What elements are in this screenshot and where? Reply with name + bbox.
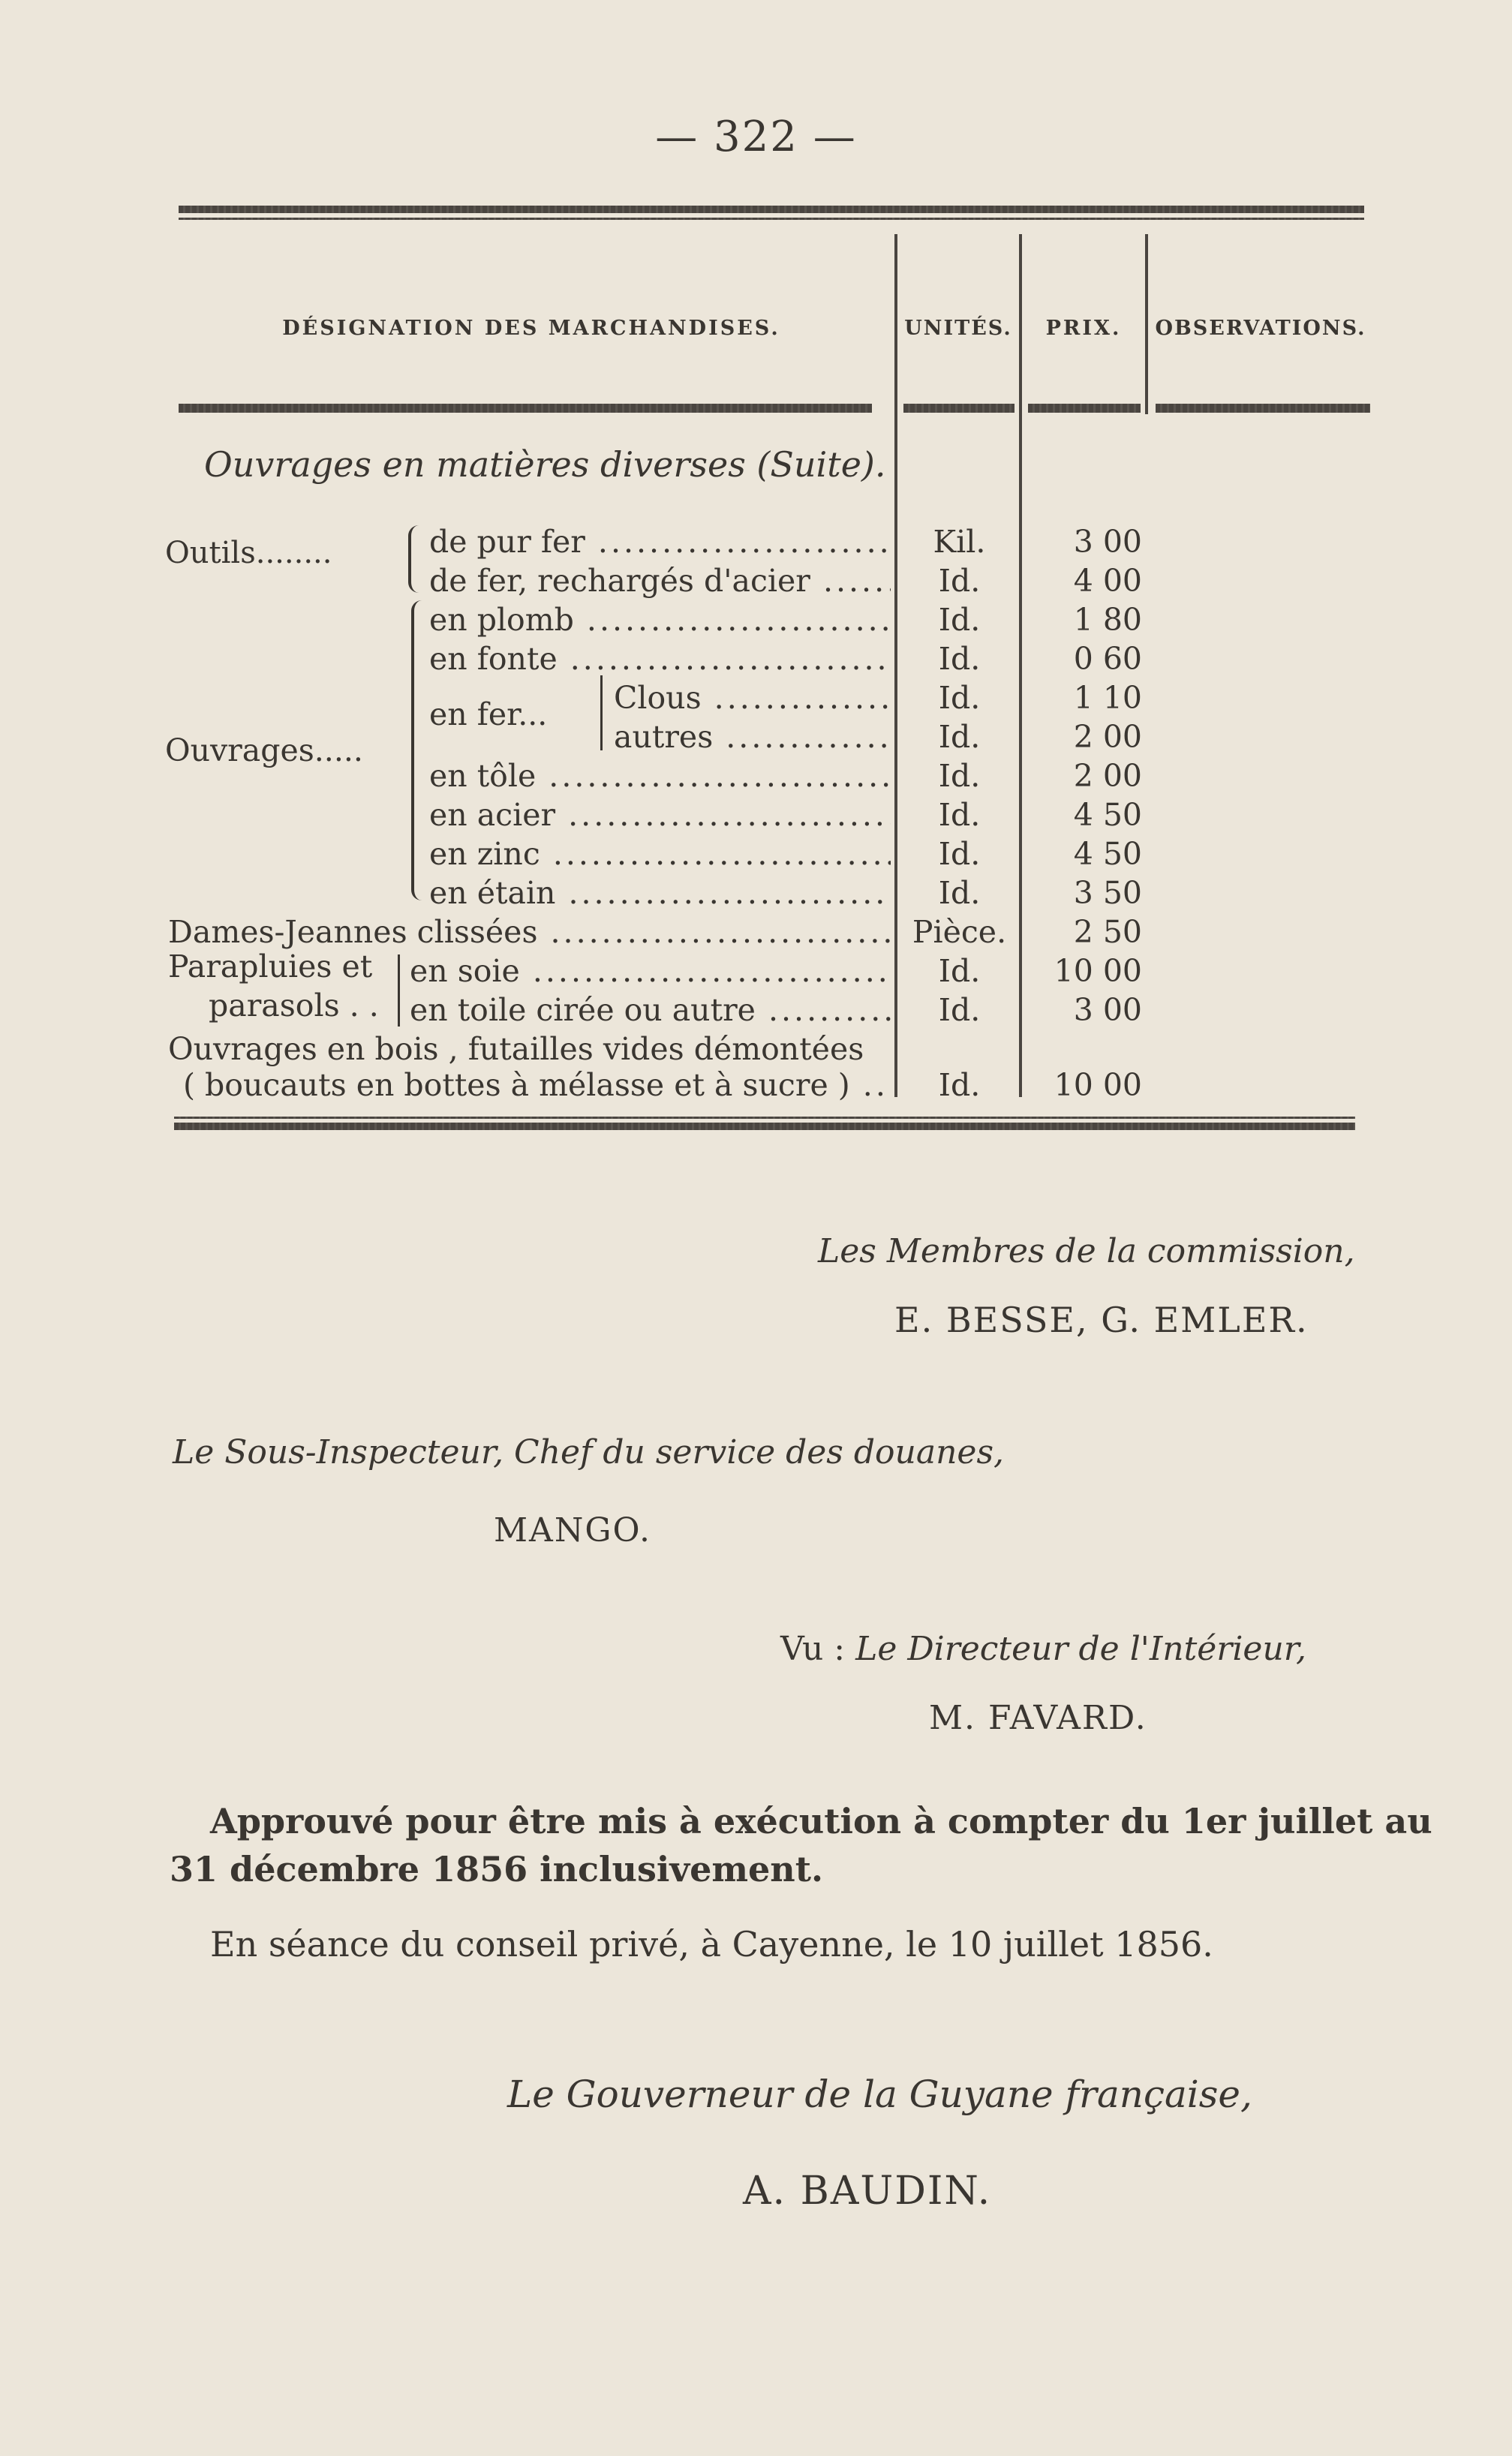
row-unit: Id. <box>938 797 981 833</box>
table-top-rule <box>179 206 1364 213</box>
inspector-title: Le Sous-Inspecteur, Chef du service des douanes, <box>173 1433 1005 1471</box>
header-observations: OBSERVATIONS. <box>1155 317 1366 340</box>
header-rule <box>903 404 1015 413</box>
row-desc: en plomb <box>429 602 574 638</box>
table-bottom-rule <box>174 1117 1355 1119</box>
row-desc: autres <box>614 719 714 755</box>
table-top-rule-thin <box>179 218 1364 220</box>
group-label-outils: Outils........ <box>165 536 332 570</box>
seance-line: En séance du conseil privé, à Cayenne, le 10 juillet 1856. <box>210 1924 1213 1964</box>
row-unit: Id. <box>938 758 981 794</box>
director-name: M. FAVARD. <box>929 1699 1147 1737</box>
row-price: 0 60 <box>1073 641 1142 677</box>
group-label-ouvrages: Ouvrages..... <box>165 732 363 768</box>
table-row <box>0 756 1512 795</box>
row-desc: en fonte <box>429 641 558 677</box>
row-price: 2 50 <box>1073 914 1142 950</box>
table-row <box>0 834 1512 873</box>
row-price: 4 50 <box>1073 836 1142 872</box>
row-price: 3 00 <box>1073 992 1142 1028</box>
table-row <box>0 639 1512 678</box>
commission-title: Les Membres de la commission, <box>818 1232 1355 1270</box>
group-label-parapluies: Parapluies et <box>168 948 373 985</box>
table-row <box>0 717 1512 756</box>
row-unit: Id. <box>938 953 981 989</box>
row-price: 2 00 <box>1073 719 1142 755</box>
table-row <box>0 795 1512 834</box>
header-rule <box>1156 404 1370 413</box>
vu-prefix: Vu : <box>780 1630 846 1668</box>
governor-title: Le Gouverneur de la Guyane française, <box>507 2073 1252 2116</box>
row-unit: Id. <box>938 1067 981 1103</box>
row-price: 4 00 <box>1073 563 1142 599</box>
row-price: 2 00 <box>1073 758 1142 794</box>
table-row <box>0 991 1512 1030</box>
row-desc: en toile cirée ou autre <box>410 992 756 1028</box>
row-unit: Id. <box>938 602 981 638</box>
row-desc: de pur fer <box>429 524 585 560</box>
row-unit: Id. <box>938 992 981 1028</box>
row-unit: Id. <box>938 680 981 716</box>
table-row <box>0 951 1512 991</box>
row-unit: Id. <box>938 641 981 677</box>
row-price: 10 00 <box>1054 1067 1142 1103</box>
row-desc: de fer, rechargés d'acier <box>429 563 810 599</box>
row-price: 3 50 <box>1073 875 1142 911</box>
row-desc: en étain <box>429 875 556 911</box>
row-desc: Ouvrages en bois , futailles vides démontées <box>168 1031 864 1067</box>
row-desc: en soie <box>410 953 520 989</box>
header-prix: PRIX. <box>1045 317 1122 340</box>
row-unit: Id. <box>938 563 981 599</box>
governor-name: A. BAUDIN. <box>743 2169 992 2214</box>
row-unit: Id. <box>938 719 981 755</box>
vu-title: Le Directeur de l'Intérieur, <box>855 1630 1306 1668</box>
row-desc: Clous <box>614 680 702 716</box>
table-row <box>0 1066 1512 1105</box>
row-price: 10 00 <box>1054 953 1142 989</box>
row-desc: ( boucauts en bottes à mélasse et à sucre ) <box>183 1067 850 1103</box>
approval-line-1: Approuvé pour être mis à exécution à compter du 1er juillet au <box>210 1801 1432 1841</box>
table-row <box>0 912 1512 951</box>
header-unites: UNITÉS. <box>904 317 1012 340</box>
vu-line <box>780 1630 1306 1668</box>
table-row <box>0 1030 1512 1069</box>
page-number: — 322 — <box>655 113 857 161</box>
row-desc: Dames-Jeannes clissées <box>168 914 538 950</box>
table-bottom-rule <box>174 1123 1355 1130</box>
row-unit: Pièce. <box>912 914 1007 950</box>
row-price: 1 10 <box>1073 680 1142 716</box>
table-row <box>0 561 1512 600</box>
section-title: Ouvrages en matières diverses (Suite). <box>204 444 886 485</box>
table-row <box>0 678 1512 717</box>
row-price: 1 80 <box>1073 602 1142 638</box>
row-desc: en acier <box>429 797 556 833</box>
row-unit: Id. <box>938 836 981 872</box>
row-price: 4 50 <box>1073 797 1142 833</box>
table-row <box>0 600 1512 639</box>
row-desc: en zinc <box>429 836 540 872</box>
row-price: 3 00 <box>1073 524 1142 560</box>
row-unit: Id. <box>938 875 981 911</box>
table-row <box>0 873 1512 912</box>
group-label-parasols: parasols . . <box>209 988 379 1024</box>
header-rule <box>179 404 872 413</box>
group-label-en-fer: en fer... <box>429 696 548 732</box>
inspector-name: MANGO. <box>494 1511 651 1550</box>
row-desc: en tôle <box>429 758 537 794</box>
row-unit: Kil. <box>933 524 986 560</box>
approval-line-2: 31 décembre 1856 inclusivement. <box>170 1849 823 1889</box>
header-rule <box>1028 404 1141 413</box>
table-row <box>0 522 1512 561</box>
header-designation: DÉSIGNATION DES MARCHANDISES. <box>282 317 780 340</box>
commission-names: E. BESSE, G. EMLER. <box>894 1300 1309 1340</box>
